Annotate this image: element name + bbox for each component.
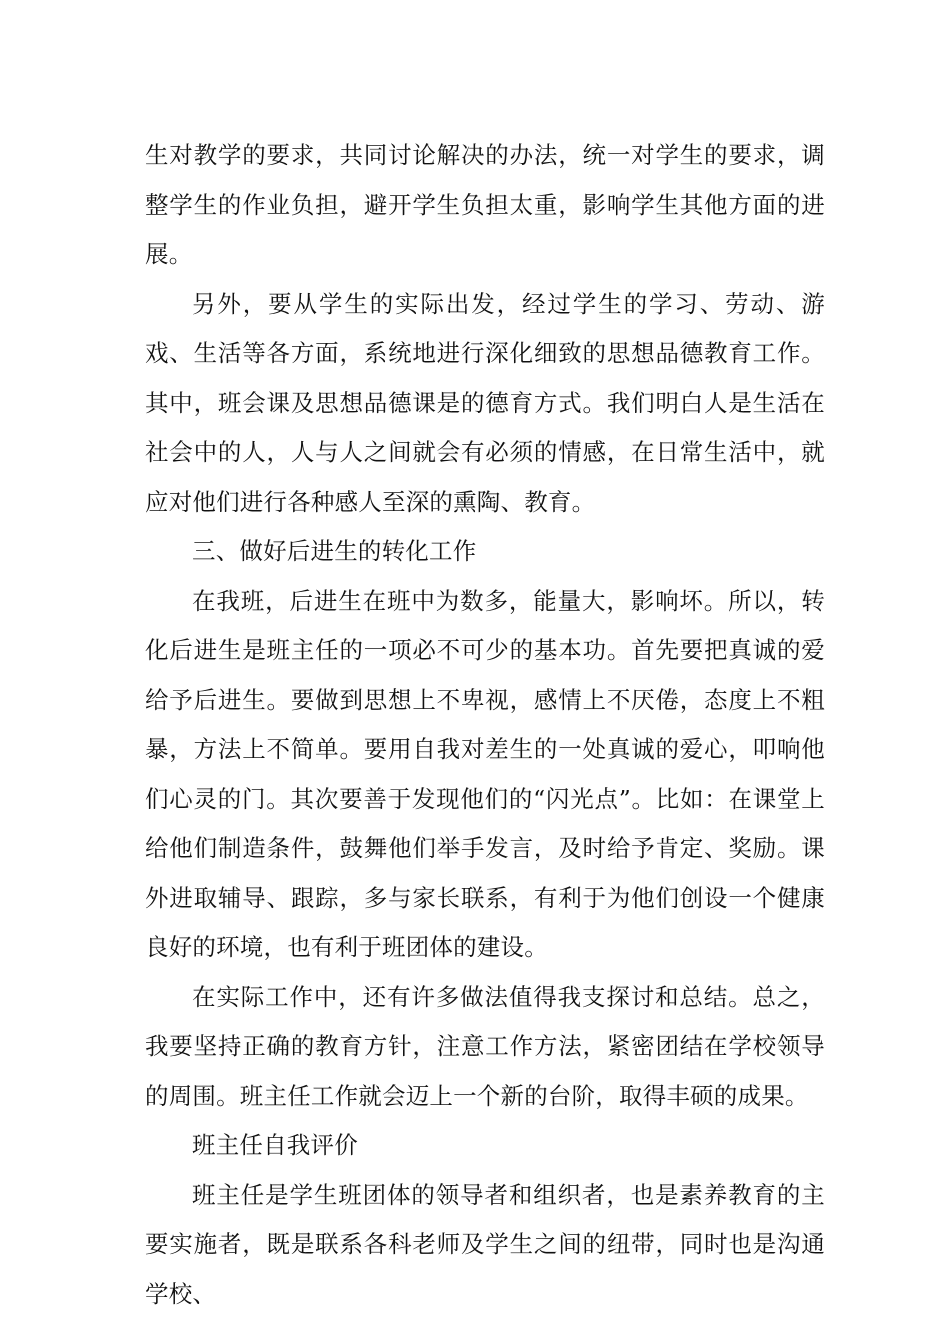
section-heading-self-evaluation: 班主任自我评价 xyxy=(192,1131,358,1159)
paragraph-continuation: 生对教学的要求，共同讨论解决的办法，统一对学生的要求，调整学生的作业负担，避开学生负担太重，影响学生其他方面的进展。 xyxy=(145,141,825,268)
paragraph-summary: 在实际工作中，还有许多做法值得我支探讨和总结。总之，我要坚持正确的教育方针，注意工作方法，紧密团结在学校领导的周围。班主任工作就会迈上一个新的台阶，取得丰硕的成果。 xyxy=(145,982,825,1110)
paragraph-underachievers: 在我班，后进生在班中为数多，能量大，影响坏。所以，转化后进生是班主任的一项必不可少的基本功。首先要把真诚的爱给予后进生。要做到思想上不卑视，感情上不厌倦，态度上不粗暴，方法上不简单。要用自我对差生的一处真诚的爱心，叩响他们心灵的门。其次要善于发现他们的“闪光点”。比如：在课堂上给他们制造条件，鼓舞他们举手发言，及时给予肯定、奖励。课外进取辅导、跟踪，多与家长联系，有利于为他们创设一个健康良好的环境，也有利于班团体的建设。 xyxy=(145,586,825,961)
paragraph-moral-education: 另外，要从学生的实际出发，经过学生的学习、劳动、游戏、生活等各方面，系统地进行深化细致的思想品德教育工作。其中，班会课及思想品德课是的德育方式。我们明白人是生活在社会中的人，人与人之间就会有必须的情感，在日常生活中，就应对他们进行各种感人至深的熏陶、教育。 xyxy=(145,289,825,516)
paragraph-self-evaluation: 班主任是学生班团体的领导者和组织者，也是素养教育的主要实施者，既是联系各科老师及学生之间的纽带，同时也是沟通学校、 xyxy=(145,1180,825,1308)
section-heading-underachievers: 三、做好后进生的转化工作 xyxy=(192,537,477,565)
document-body xyxy=(145,131,825,1319)
